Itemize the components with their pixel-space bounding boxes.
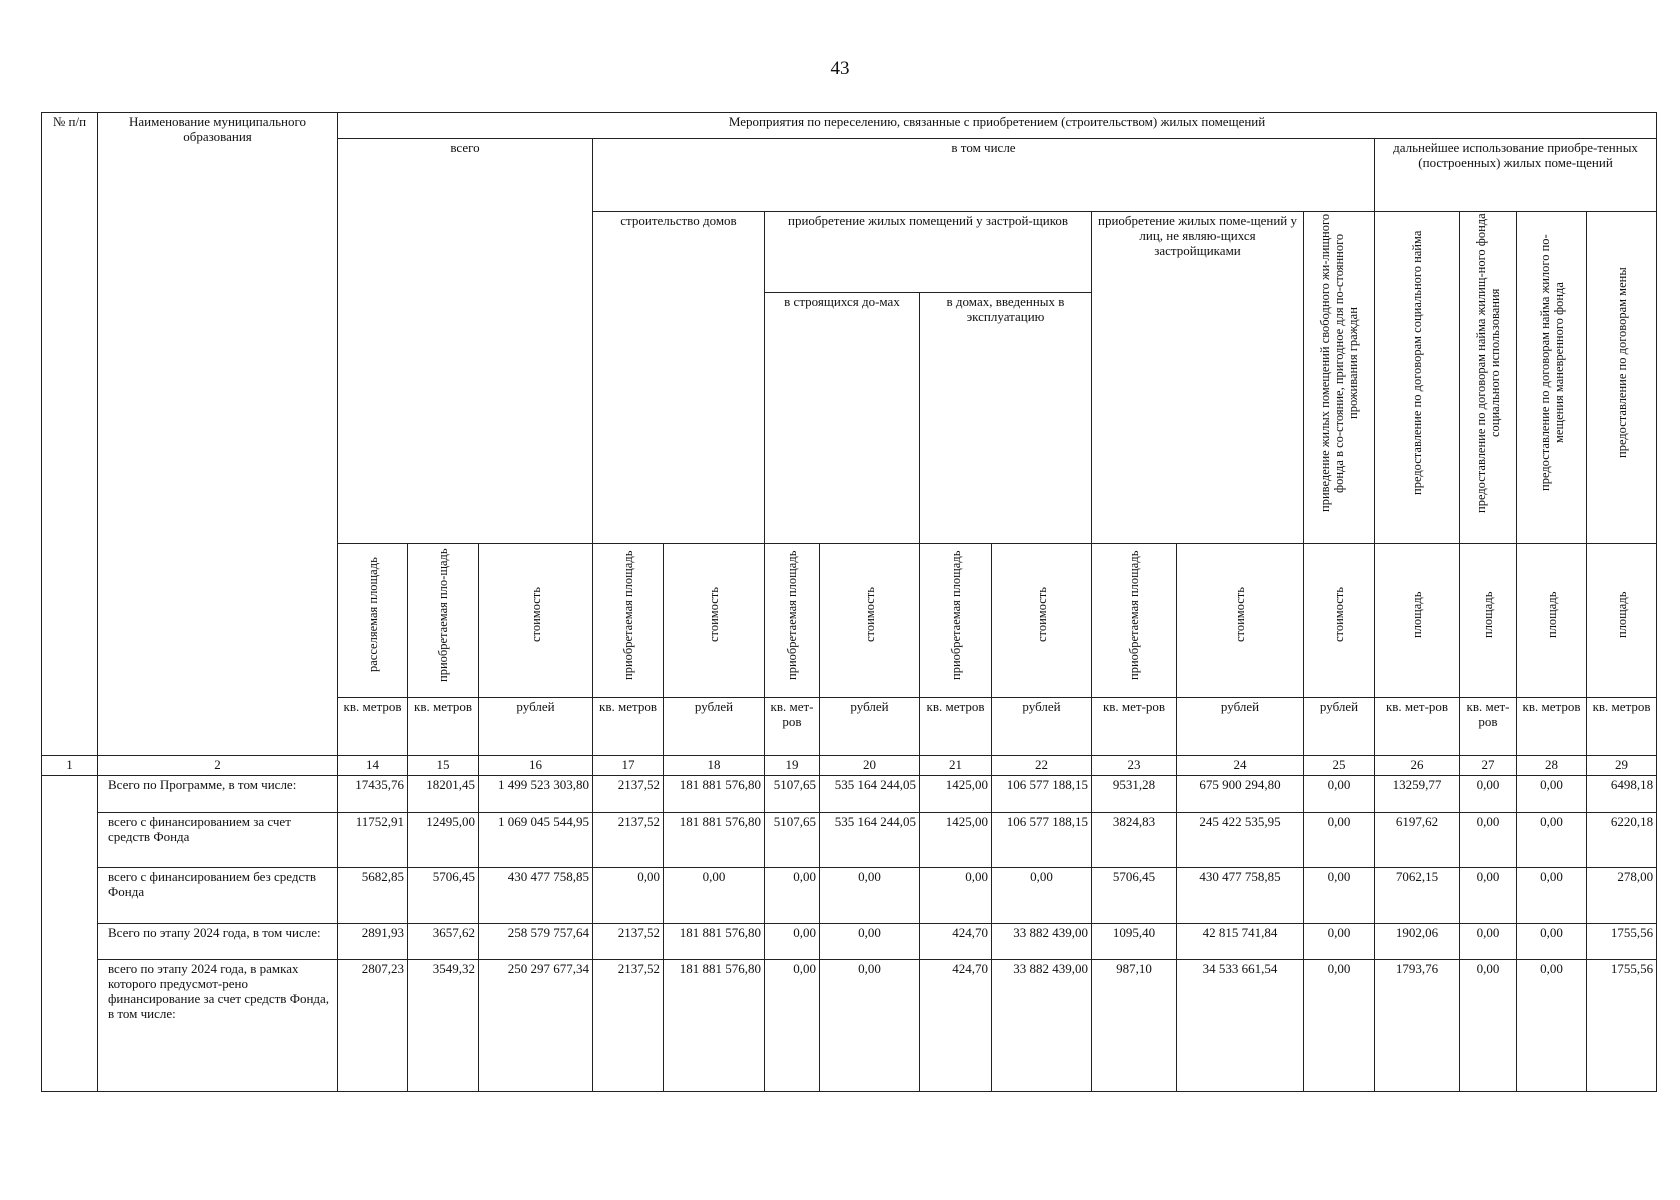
value-cell: 0,00 [1460, 812, 1517, 868]
value-cell: 0,00 [765, 868, 820, 924]
value-cell: 0,00 [765, 960, 820, 1092]
col-number: 14 [338, 756, 408, 776]
value-cell: 5706,45 [408, 868, 479, 924]
value-cell: 245 422 535,95 [1177, 812, 1304, 868]
subheader-priob-ploshchad: приобретаемая площадь [765, 543, 820, 697]
value-cell: 9531,28 [1092, 776, 1177, 812]
value-cell: 0,00 [593, 868, 664, 924]
num-cell [42, 776, 98, 1092]
col-number: 1 [42, 756, 98, 776]
value-cell: 250 297 677,34 [479, 960, 593, 1092]
value-cell: 675 900 294,80 [1177, 776, 1304, 812]
col-number: 24 [1177, 756, 1304, 776]
subheader-stoimost: стоимость [1177, 543, 1304, 697]
value-cell: 2137,52 [593, 776, 664, 812]
unit-cell: рублей [992, 697, 1092, 756]
table-row [42, 868, 1657, 924]
value-cell: 1425,00 [920, 776, 992, 812]
subheader-stoimost: стоимость [1304, 543, 1375, 697]
value-cell: 0,00 [1460, 868, 1517, 924]
col-number: 21 [920, 756, 992, 776]
row-label: всего с финансированием за счет средств Фонда [98, 812, 338, 868]
row-label: Всего по Программе, в том числе: [98, 776, 338, 812]
subheader-priob-ploshchad: приобретаемая площадь [593, 543, 664, 697]
value-cell: 1902,06 [1375, 924, 1460, 960]
value-cell: 6197,62 [1375, 812, 1460, 868]
value-cell: 3549,32 [408, 960, 479, 1092]
value-cell: 535 164 244,05 [820, 812, 920, 868]
value-cell: 12495,00 [408, 812, 479, 868]
unit-cell: кв. мет-ров [1375, 697, 1460, 756]
value-cell: 0,00 [1517, 924, 1587, 960]
value-cell: 0,00 [1517, 960, 1587, 1092]
value-cell: 1425,00 [920, 812, 992, 868]
value-cell: 0,00 [1517, 776, 1587, 812]
subheader-stoimost: стоимость [664, 543, 765, 697]
subheader-priob-ploshchad: приобретаемая площадь [1092, 543, 1177, 697]
value-cell: 5107,65 [765, 812, 820, 868]
unit-cell: кв. мет-ров [765, 697, 820, 756]
col-number: 2 [98, 756, 338, 776]
subheader-priob-ploshchad: приобретаемая пло-щадь [408, 543, 479, 697]
col-number: 28 [1517, 756, 1587, 776]
value-cell: 3657,62 [408, 924, 479, 960]
unit-cell: рублей [820, 697, 920, 756]
header-main: Мероприятия по переселению, связанные с приобретением (строительством) жилых помещений [338, 113, 1657, 139]
subheader-rasselyaemaya: расселяемая площадь [338, 543, 408, 697]
header-num: № п/п [42, 113, 98, 756]
value-cell: 0,00 [1460, 776, 1517, 812]
value-cell: 181 881 576,80 [664, 924, 765, 960]
value-cell: 0,00 [1304, 960, 1375, 1092]
value-cell: 106 577 188,15 [992, 812, 1092, 868]
value-cell: 5706,45 [1092, 868, 1177, 924]
row-label: Всего по этапу 2024 года, в том числе: [98, 924, 338, 960]
value-cell: 7062,15 [1375, 868, 1460, 924]
table-row [42, 924, 1657, 960]
row-label: всего по этапу 2024 года, в рамках которого предусмот-рено финансирование за счет средств Фонда, в том числе: [98, 960, 338, 1092]
value-cell: 18201,45 [408, 776, 479, 812]
value-cell: 2137,52 [593, 960, 664, 1092]
value-cell: 0,00 [664, 868, 765, 924]
value-cell: 13259,77 [1375, 776, 1460, 812]
header-privedenie: приведение жилых помещений свободного жи-лищного фонда в со-стояние, пригодное для по-стоянного проживания граждан [1304, 212, 1375, 544]
value-cell: 181 881 576,80 [664, 812, 765, 868]
col-number: 15 [408, 756, 479, 776]
header-name: Наименование муниципального образования [98, 113, 338, 756]
value-cell: 1 069 045 544,95 [479, 812, 593, 868]
col-number: 20 [820, 756, 920, 776]
row-label: всего с финансированием без средств Фонда [98, 868, 338, 924]
value-cell: 5682,85 [338, 868, 408, 924]
value-cell: 33 882 439,00 [992, 924, 1092, 960]
value-cell: 278,00 [1587, 868, 1657, 924]
value-cell: 5107,65 [765, 776, 820, 812]
value-cell: 1 499 523 303,80 [479, 776, 593, 812]
value-cell: 1755,56 [1587, 960, 1657, 1092]
value-cell: 2137,52 [593, 812, 664, 868]
value-cell: 0,00 [1460, 960, 1517, 1092]
header-meny: предоставление по договорам мены [1587, 212, 1657, 544]
header-naim-manevr: предоставление по договорам найма жилого по-мещения маневренного фонда [1517, 212, 1587, 544]
table-row [42, 776, 1657, 812]
value-cell: 2891,93 [338, 924, 408, 960]
value-cell: 987,10 [1092, 960, 1177, 1092]
unit-cell: кв. метров [593, 697, 664, 756]
value-cell: 1095,40 [1092, 924, 1177, 960]
unit-cell: рублей [664, 697, 765, 756]
value-cell: 0,00 [1304, 924, 1375, 960]
header-soc-naim: предоставление по договорам социального найма [1375, 212, 1460, 544]
header-vvedennykh: в домах, введенных в эксплуатацию [920, 293, 1092, 544]
value-cell: 0,00 [820, 960, 920, 1092]
col-number: 23 [1092, 756, 1177, 776]
col-number: 16 [479, 756, 593, 776]
col-number: 26 [1375, 756, 1460, 776]
header-stroyashchikhsya: в строящихся до-мах [765, 293, 920, 544]
subheader-ploshchad: площадь [1460, 543, 1517, 697]
value-cell: 0,00 [1517, 868, 1587, 924]
value-cell: 0,00 [1460, 924, 1517, 960]
unit-cell: кв. мет-ров [1460, 697, 1517, 756]
value-cell: 0,00 [1517, 812, 1587, 868]
program-table [41, 112, 1657, 1092]
value-cell: 430 477 758,85 [479, 868, 593, 924]
value-cell: 0,00 [1304, 868, 1375, 924]
value-cell: 535 164 244,05 [820, 776, 920, 812]
value-cell: 1755,56 [1587, 924, 1657, 960]
unit-cell: рублей [479, 697, 593, 756]
value-cell: 34 533 661,54 [1177, 960, 1304, 1092]
value-cell: 11752,91 [338, 812, 408, 868]
value-cell: 0,00 [1304, 812, 1375, 868]
col-number: 17 [593, 756, 664, 776]
value-cell: 424,70 [920, 960, 992, 1092]
unit-cell: кв. метров [338, 697, 408, 756]
table-row [42, 960, 1657, 1092]
value-cell: 2807,23 [338, 960, 408, 1092]
subheader-stoimost: стоимость [820, 543, 920, 697]
value-cell: 33 882 439,00 [992, 960, 1092, 1092]
unit-cell: кв. метров [1517, 697, 1587, 756]
col-number: 22 [992, 756, 1092, 776]
col-number: 27 [1460, 756, 1517, 776]
value-cell: 1793,76 [1375, 960, 1460, 1092]
subheader-ploshchad: площадь [1375, 543, 1460, 697]
value-cell: 181 881 576,80 [664, 776, 765, 812]
subheader-stoimost: стоимость [992, 543, 1092, 697]
value-cell: 0,00 [992, 868, 1092, 924]
value-cell: 0,00 [820, 868, 920, 924]
col-number: 18 [664, 756, 765, 776]
value-cell: 106 577 188,15 [992, 776, 1092, 812]
header-dalneyshee: дальнейшее использование приобре-тенных (построенных) жилых поме-щений [1375, 139, 1657, 212]
value-cell: 424,70 [920, 924, 992, 960]
subheader-ploshchad: площадь [1587, 543, 1657, 697]
value-cell: 6220,18 [1587, 812, 1657, 868]
header-priob-zastr: приобретение жилых помещений у застрой-щиков [765, 212, 1092, 293]
value-cell: 181 881 576,80 [664, 960, 765, 1092]
unit-cell: кв. мет-ров [1092, 697, 1177, 756]
table-row [42, 812, 1657, 868]
value-cell: 430 477 758,85 [1177, 868, 1304, 924]
header-vsego: всего [338, 139, 593, 544]
value-cell: 6498,18 [1587, 776, 1657, 812]
unit-cell: рублей [1177, 697, 1304, 756]
col-number: 19 [765, 756, 820, 776]
header-v-tom-chisle: в том числе [593, 139, 1375, 212]
unit-cell: кв. метров [920, 697, 992, 756]
value-cell: 0,00 [920, 868, 992, 924]
header-naim-soc-isp: предоставление по договорам найма жилищ-ного фонда социального использования [1460, 212, 1517, 544]
value-cell: 17435,76 [338, 776, 408, 812]
value-cell: 0,00 [765, 924, 820, 960]
col-number: 25 [1304, 756, 1375, 776]
col-number: 29 [1587, 756, 1657, 776]
value-cell: 0,00 [820, 924, 920, 960]
value-cell: 2137,52 [593, 924, 664, 960]
value-cell: 42 815 741,84 [1177, 924, 1304, 960]
header-priob-ne-zastr: приобретение жилых поме-щений у лиц, не являю-щихся застройщиками [1092, 212, 1304, 544]
subheader-stoimost: стоимость [479, 543, 593, 697]
unit-cell: кв. метров [408, 697, 479, 756]
subheader-priob-ploshchad: приобретаемая площадь [920, 543, 992, 697]
subheader-ploshchad: площадь [1517, 543, 1587, 697]
unit-cell: кв. метров [1587, 697, 1657, 756]
unit-cell: рублей [1304, 697, 1375, 756]
value-cell: 0,00 [1304, 776, 1375, 812]
value-cell: 3824,83 [1092, 812, 1177, 868]
header-stroitelstvo: строительство домов [593, 212, 765, 544]
page-number: 43 [830, 58, 850, 79]
value-cell: 258 579 757,64 [479, 924, 593, 960]
